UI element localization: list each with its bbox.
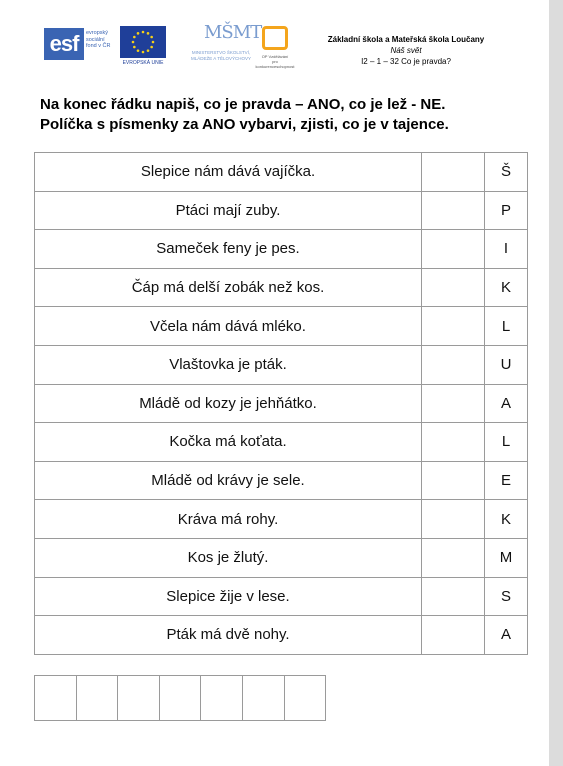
answer-cell[interactable] (422, 461, 485, 500)
letter-cell[interactable]: E (485, 461, 528, 500)
esf-logo (44, 22, 114, 66)
secret-letter-box[interactable] (159, 676, 201, 721)
statement-cell: Slepice žije v lese. (35, 577, 422, 616)
table-row (35, 423, 528, 462)
eu-star-icon (150, 36, 153, 39)
worksheet-code: I2 – 1 – 32 Co je pravda? (361, 57, 451, 66)
eu-star-icon (137, 32, 140, 35)
eu-star-icon (133, 36, 136, 39)
eu-star-icon (133, 46, 136, 49)
statement-cell: Mládě od kozy je jehňátko. (35, 384, 422, 423)
letter-cell[interactable]: I (485, 230, 528, 269)
statements-table (34, 152, 528, 655)
esf-logo-mark: esf (44, 28, 84, 60)
school-header (306, 34, 506, 67)
answer-cell[interactable] (422, 191, 485, 230)
instruction-line-1: Na konec řádku napiš, co je pravda – ANO, co je lež - NE. (40, 96, 446, 113)
op-logo (254, 22, 296, 69)
table-row (35, 268, 528, 307)
letter-cell[interactable]: M (485, 538, 528, 577)
op-logo-text: OP Vzdělávání pro konkurenceschopnost (255, 54, 295, 69)
secret-letter-box[interactable] (201, 676, 243, 721)
msmt-logo (186, 22, 262, 66)
letter-cell[interactable]: L (485, 307, 528, 346)
eu-star-icon (147, 49, 150, 52)
esf-logo-text: evropský sociální fond v ČR (86, 30, 111, 49)
table-row (35, 191, 528, 230)
table-row (35, 577, 528, 616)
eu-star-icon (132, 41, 135, 44)
eu-logo-text: EVROPSKÁ UNIE (122, 60, 164, 66)
statement-cell: Kráva má rohy. (35, 500, 422, 539)
answer-cell[interactable] (422, 307, 485, 346)
eu-star-icon (150, 46, 153, 49)
statement-cell: Čáp má delší zobák než kos. (35, 268, 422, 307)
answer-cell[interactable] (422, 268, 485, 307)
answer-cell[interactable] (422, 577, 485, 616)
eu-flag-icon (120, 26, 166, 58)
answer-cell[interactable] (422, 616, 485, 655)
instructions (40, 95, 540, 135)
answer-cell[interactable] (422, 153, 485, 192)
statement-cell: Kos je žlutý. (35, 538, 422, 577)
table-row (35, 230, 528, 269)
answer-cell[interactable] (422, 230, 485, 269)
eu-star-icon (137, 49, 140, 52)
statement-cell: Mládě od krávy je sele. (35, 461, 422, 500)
op-logo-icon (262, 26, 288, 50)
letter-cell[interactable]: A (485, 384, 528, 423)
letter-cell[interactable]: K (485, 268, 528, 307)
secret-letter-box[interactable] (242, 676, 284, 721)
statement-cell: Včela nám dává mléko. (35, 307, 422, 346)
instruction-line-2: Políčka s písmenky za ANO vybarvi, zjisti, co je v tajence. (40, 116, 449, 133)
statement-cell: Sameček feny je pes. (35, 230, 422, 269)
answer-cell[interactable] (422, 500, 485, 539)
answer-cell[interactable] (422, 423, 485, 462)
statement-cell: Vlaštovka je pták. (35, 345, 422, 384)
table-row (35, 153, 528, 192)
statement-cell: Kočka má koťata. (35, 423, 422, 462)
answer-cell[interactable] (422, 345, 485, 384)
msmt-logo-text: MINISTERSTVO ŠKOLSTVÍ, MLÁDEŽE A TĚLOVÝCHOVY (191, 50, 251, 61)
secret-letter-box[interactable] (284, 676, 326, 721)
eu-star-icon (142, 51, 145, 54)
eu-flag-logo (120, 22, 166, 66)
school-name: Základní škola a Mateřská škola Loučany (327, 35, 485, 44)
table-row (35, 307, 528, 346)
eu-star-icon (152, 41, 155, 44)
table-row (35, 616, 528, 655)
eu-star-icon (142, 31, 145, 34)
letter-cell[interactable]: K (485, 500, 528, 539)
secret-word-grid (34, 675, 326, 721)
answer-cell[interactable] (422, 384, 485, 423)
letter-cell[interactable]: L (485, 423, 528, 462)
table-row (35, 538, 528, 577)
answer-cell[interactable] (422, 538, 485, 577)
table-row (35, 461, 528, 500)
subject-name: Náš svět (390, 46, 422, 55)
secret-letter-box[interactable] (35, 676, 77, 721)
letter-cell[interactable]: P (485, 191, 528, 230)
page-edge (549, 0, 563, 766)
eu-star-icon (147, 32, 150, 35)
secret-letter-box[interactable] (118, 676, 160, 721)
statement-cell: Pták má dvě nohy. (35, 616, 422, 655)
statement-cell: Ptáci mají zuby. (35, 191, 422, 230)
letter-cell[interactable]: A (485, 616, 528, 655)
table-row (35, 345, 528, 384)
table-row (35, 384, 528, 423)
letter-cell[interactable]: U (485, 345, 528, 384)
letter-cell[interactable]: Š (485, 153, 528, 192)
table-row (35, 500, 528, 539)
letter-cell[interactable]: S (485, 577, 528, 616)
msmt-logo-mark: MŠMT (204, 22, 262, 43)
statement-cell: Slepice nám dává vajíčka. (35, 153, 422, 192)
secret-letter-box[interactable] (76, 676, 118, 721)
